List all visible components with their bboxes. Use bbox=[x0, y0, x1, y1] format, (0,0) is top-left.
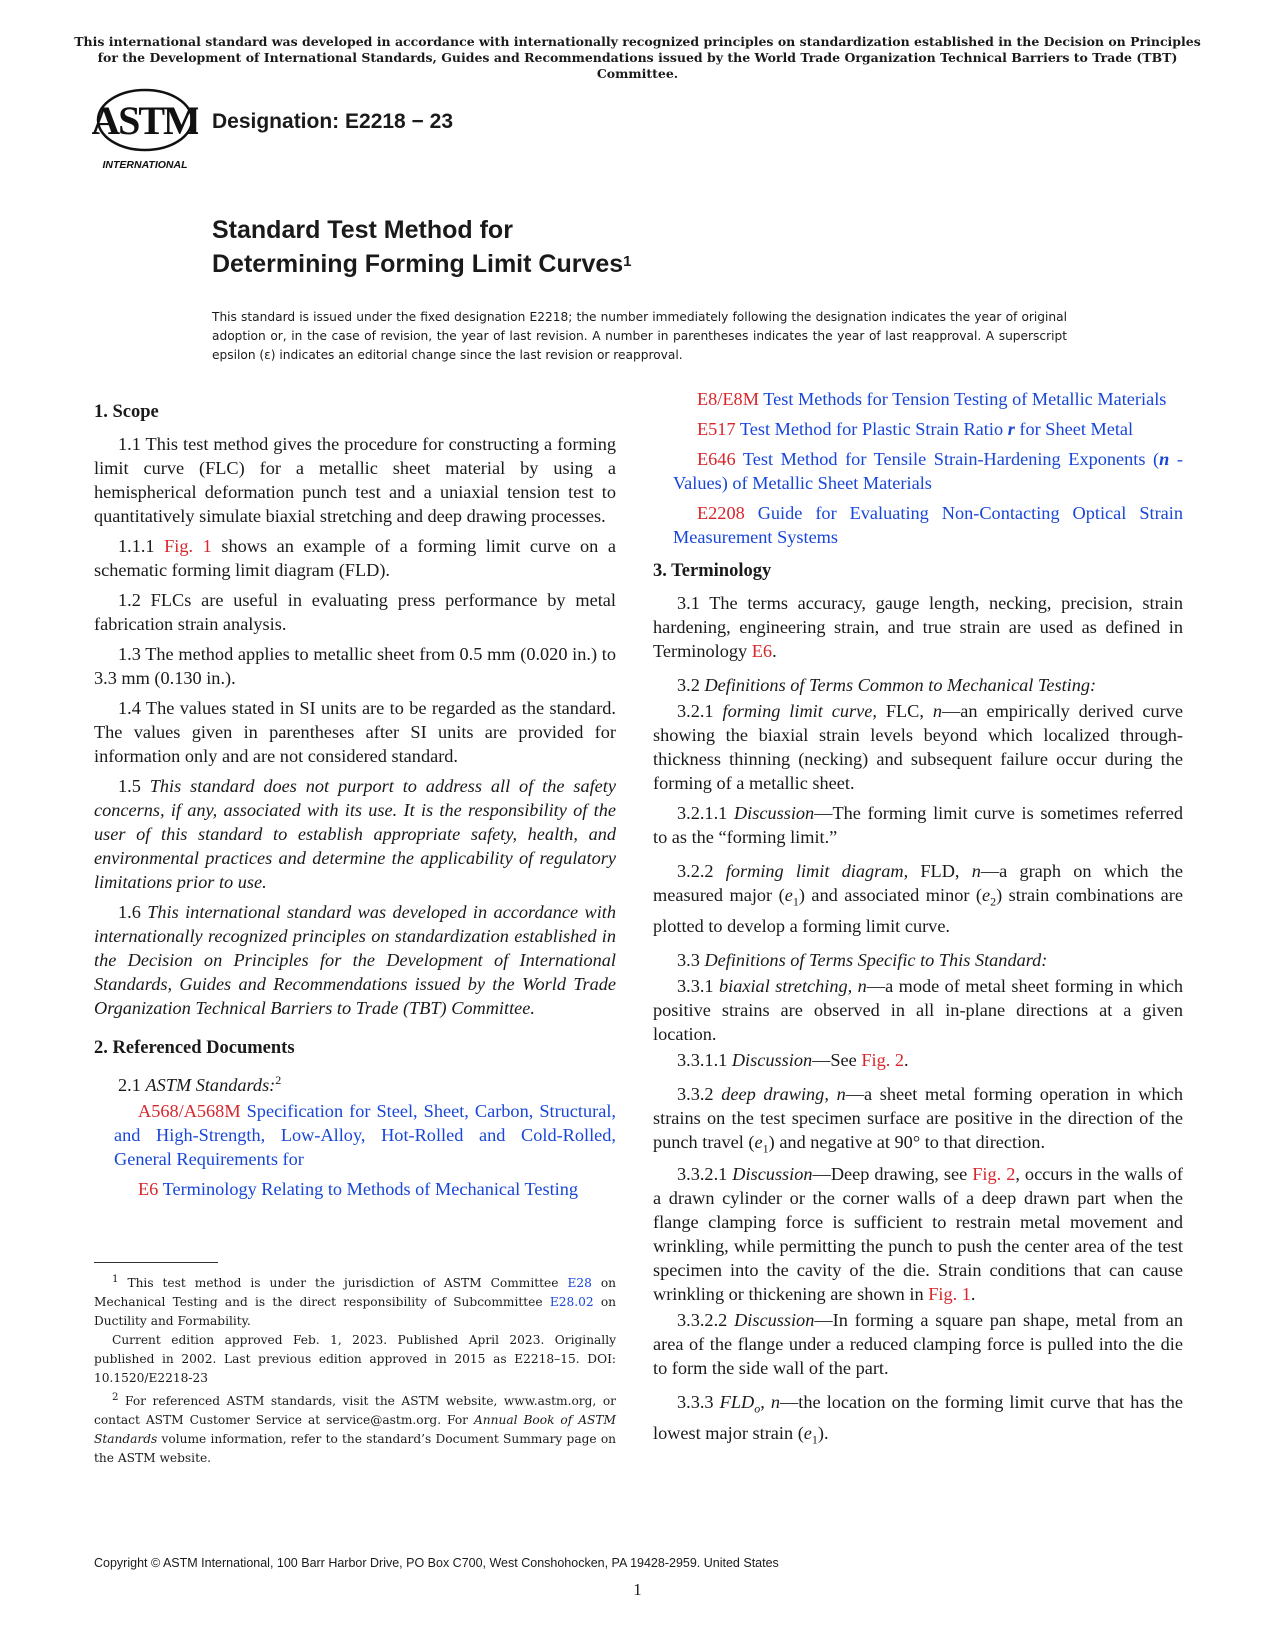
fig1-link-2[interactable]: Fig. 1 bbox=[928, 1284, 971, 1305]
para-3-3-2-1: 3.3.2.1 Discussion—Deep drawing, see Fig. 2, occurs in the walls of a drawn cylinder or the corner walls of a deep drawn part when the flange clamping force is sufficient to restrain metal movement and wrinkling, while permitting the punch to push the center area of the test specimen into the cavity of the die. Strain conditions that can cause wrinkling or thickening are shown in Fig. 1. bbox=[653, 1164, 1184, 1305]
left-column bbox=[94, 400, 616, 1207]
top-notice: This international standard was developed in accordance with internationally recognized principles on standardization established in the Decision on Principles for the Development of International Standards, Guides and Recommendations issued by the World Trade Organization Technical Barriers to Trade (TBT) Committee. bbox=[74, 34, 1201, 81]
para-3-3-1: 3.3.1 biaxial stretching, n—a mode of metal sheet forming in which positive strains are observed in all in-plane directions at a given location. bbox=[653, 975, 1183, 1044]
copyright: Copyright © ASTM International, 100 Barr Harbor Drive, PO Box C700, West Conshohocken, PA 19428-2959. United States bbox=[94, 1556, 779, 1570]
astm-logo bbox=[92, 84, 198, 174]
para-3-1: 3.1 The terms accuracy, gauge length, necking, precision, strain hardening, engineering strain, and true strain are used as defined in Terminology E6. bbox=[653, 593, 1183, 661]
para-1-5: 1.5 This standard does not purport to address all of the safety concerns, if any, associated with its use. It is the responsibility of the user of this standard to establish appropriate safety, health, and environmental practices and determine the applicability of regulatory limitations prior to use. bbox=[94, 776, 616, 892]
para-3-3-1-1: 3.3.1.1 Discussion—See Fig. 2. bbox=[677, 1049, 909, 1070]
para-1-2: 1.2 FLCs are useful in evaluating press performance by metal fabrication strain analysis. bbox=[94, 590, 616, 634]
para-2-1: 2.1 ASTM Standards:$^2$ bbox=[118, 1073, 282, 1096]
para-1-4: 1.4 The values stated in SI units are to be regarded as the standard. The values given in parentheses after SI units are provided for information only and are not considered standard. bbox=[94, 698, 616, 766]
issuance-note: This standard is issued under the fixed designation E2218; the number immediately following the designation indicates the year of original adoption or, in the case of revision, the year of last revision. A number in parentheses indicates the year of last reapproval. A superscript epsilon (ε) indicates an editorial change since the last revision or reapproval. bbox=[212, 310, 1067, 362]
fig2-link-2[interactable]: Fig. 2 bbox=[972, 1164, 1016, 1185]
para-3-2-1-1: 3.2.1.1 Discussion—The forming limit curve is sometimes referred to as the “forming limit.” bbox=[653, 803, 1183, 847]
svg-text:ASTM: ASTM bbox=[92, 98, 198, 143]
para-1-3: 1.3 The method applies to metallic sheet from 0.5 mm (0.020 in.) to 3.3 mm (0.130 in.). bbox=[94, 644, 616, 688]
right-column bbox=[653, 387, 1183, 1458]
fig1-link[interactable]: Fig. 1 bbox=[164, 536, 212, 556]
ref-e2208[interactable]: E2208 Guide for Evaluating Non-Contacting Optical Strain Measurement Systems bbox=[673, 503, 1183, 547]
referenced-docs-heading: 2. Referenced Documents bbox=[94, 1038, 295, 1058]
ref-e8[interactable]: E8/E8M Test Methods for Tension Testing of Metallic Materials bbox=[697, 389, 1167, 409]
para-1-6: 1.6 This international standard was developed in accordance with internationally recognized principles on standardization established in the Decision on Principles for the Development of International Standards, Guides and Recommendations issued by the World Trade Organization Technical Barriers to Trade (TBT) Committee. bbox=[94, 902, 616, 1018]
para-1-1-1: 1.1.1 Fig. 1 shows an example of a forming limit curve on a schematic forming limit diagram (FLD). bbox=[94, 536, 616, 580]
e6-link[interactable]: E6 bbox=[751, 641, 773, 661]
title-line-2: Determining Forming Limit Curves bbox=[212, 250, 624, 278]
para-3-3-2: 3.3.2 deep drawing, n—a sheet metal forming operation in which strains on the test specimen surface are positive in the direction of the punch travel $(e_1)$ and negative at 90° to that direction. bbox=[653, 1083, 1183, 1156]
ref-e6[interactable]: E6 Terminology Relating to Methods of Mechanical Testing bbox=[138, 1179, 579, 1200]
scope-heading: 1. Scope bbox=[94, 402, 159, 422]
terminology-heading: 3. Terminology bbox=[653, 561, 772, 581]
designation: Designation: E2218 − 23 bbox=[212, 110, 454, 133]
para-3-3-3: 3.3.3 $FLD_o$, n—the location on the forming limit curve that has the lowest major strain $(e_1)$. bbox=[653, 1392, 1183, 1447]
footnote-1-edition: Current edition approved Feb. 1, 2023. Published April 2023. Originally published in 2002. Last previous edition approved in 2015 as E2218–15. DOI: 10.1520/E2218-23 bbox=[94, 1333, 616, 1386]
para-3-2-2: 3.2.2 forming limit diagram, FLD, n—a graph on which the measured major $(e_1)$ and associated minor $(e_2)$ strain combinations are plotted to develop a forming limit curve. bbox=[653, 861, 1184, 936]
e28-02-link[interactable]: E28.02 bbox=[549, 1295, 594, 1310]
footnote-2: $^2$ For referenced ASTM standards, visit the ASTM website, www.astm.org, or contact ASTM Customer Service at service@astm.org. For Annual Book of ASTM Standards volume information, refer to the standard’s Document Summary page on the ASTM website. bbox=[94, 1392, 617, 1466]
ref-e517[interactable]: E517 Test Method for Plastic Strain Ratio r for Sheet Metal bbox=[697, 419, 1134, 439]
document-title bbox=[212, 213, 632, 281]
para-3-3: 3.3 Definitions of Terms Specific to This Standard: bbox=[677, 949, 1048, 970]
footnote-rule bbox=[94, 1262, 218, 1263]
ref-a568[interactable]: A568/A568M Specification for Steel, Sheet, Carbon, Structural, and High-Strength, Low-Alloy, Hot-Rolled and Cold-Rolled, General Requirements for bbox=[114, 1101, 616, 1170]
para-3-2: 3.2 Definitions of Terms Common to Mechanical Testing: bbox=[677, 675, 1097, 695]
title-line-1: Standard Test Method for bbox=[212, 216, 513, 244]
fig2-link[interactable]: Fig. 2 bbox=[861, 1049, 905, 1070]
para-3-3-2-2: 3.3.2.2 Discussion—In forming a square pan shape, metal from an area of the flange under a reduced clamping force is pulled into the die to form the side wall of the part. bbox=[653, 1310, 1183, 1379]
footnotes bbox=[94, 1270, 616, 1468]
para-3-2-1: 3.2.1 forming limit curve, FLC, n—an empirically derived curve showing the biaxial strain levels beyond which localized through-thickness thinning (necking) and subsequent failure occur during the forming of a metallic sheet. bbox=[653, 701, 1183, 793]
page-number: 1 bbox=[633, 1580, 642, 1599]
footnote-1: $^1$ This test method is under the jurisdiction of ASTM Committee E28 on Mechanical Testing and is the direct responsibility of Subcommittee E28.02 on Ductility and Formability. bbox=[94, 1274, 617, 1329]
svg-text:INTERNATIONAL: INTERNATIONAL bbox=[102, 159, 188, 171]
ref-e646[interactable]: E646 Test Method for Tensile Strain-Hardening Exponents (n -Values) of Metallic Sheet Materials bbox=[673, 449, 1183, 493]
para-1-1: 1.1 This test method gives the procedure for constructing a forming limit curve (FLC) for a metallic sheet material by using a hemispherical deformation punch test and a uniaxial tension test to quantitatively simulate biaxial stretching and deep drawing processes. bbox=[94, 434, 616, 526]
title-footnote-mark: 1 bbox=[623, 253, 632, 270]
e28-link[interactable]: E28 bbox=[567, 1276, 592, 1291]
